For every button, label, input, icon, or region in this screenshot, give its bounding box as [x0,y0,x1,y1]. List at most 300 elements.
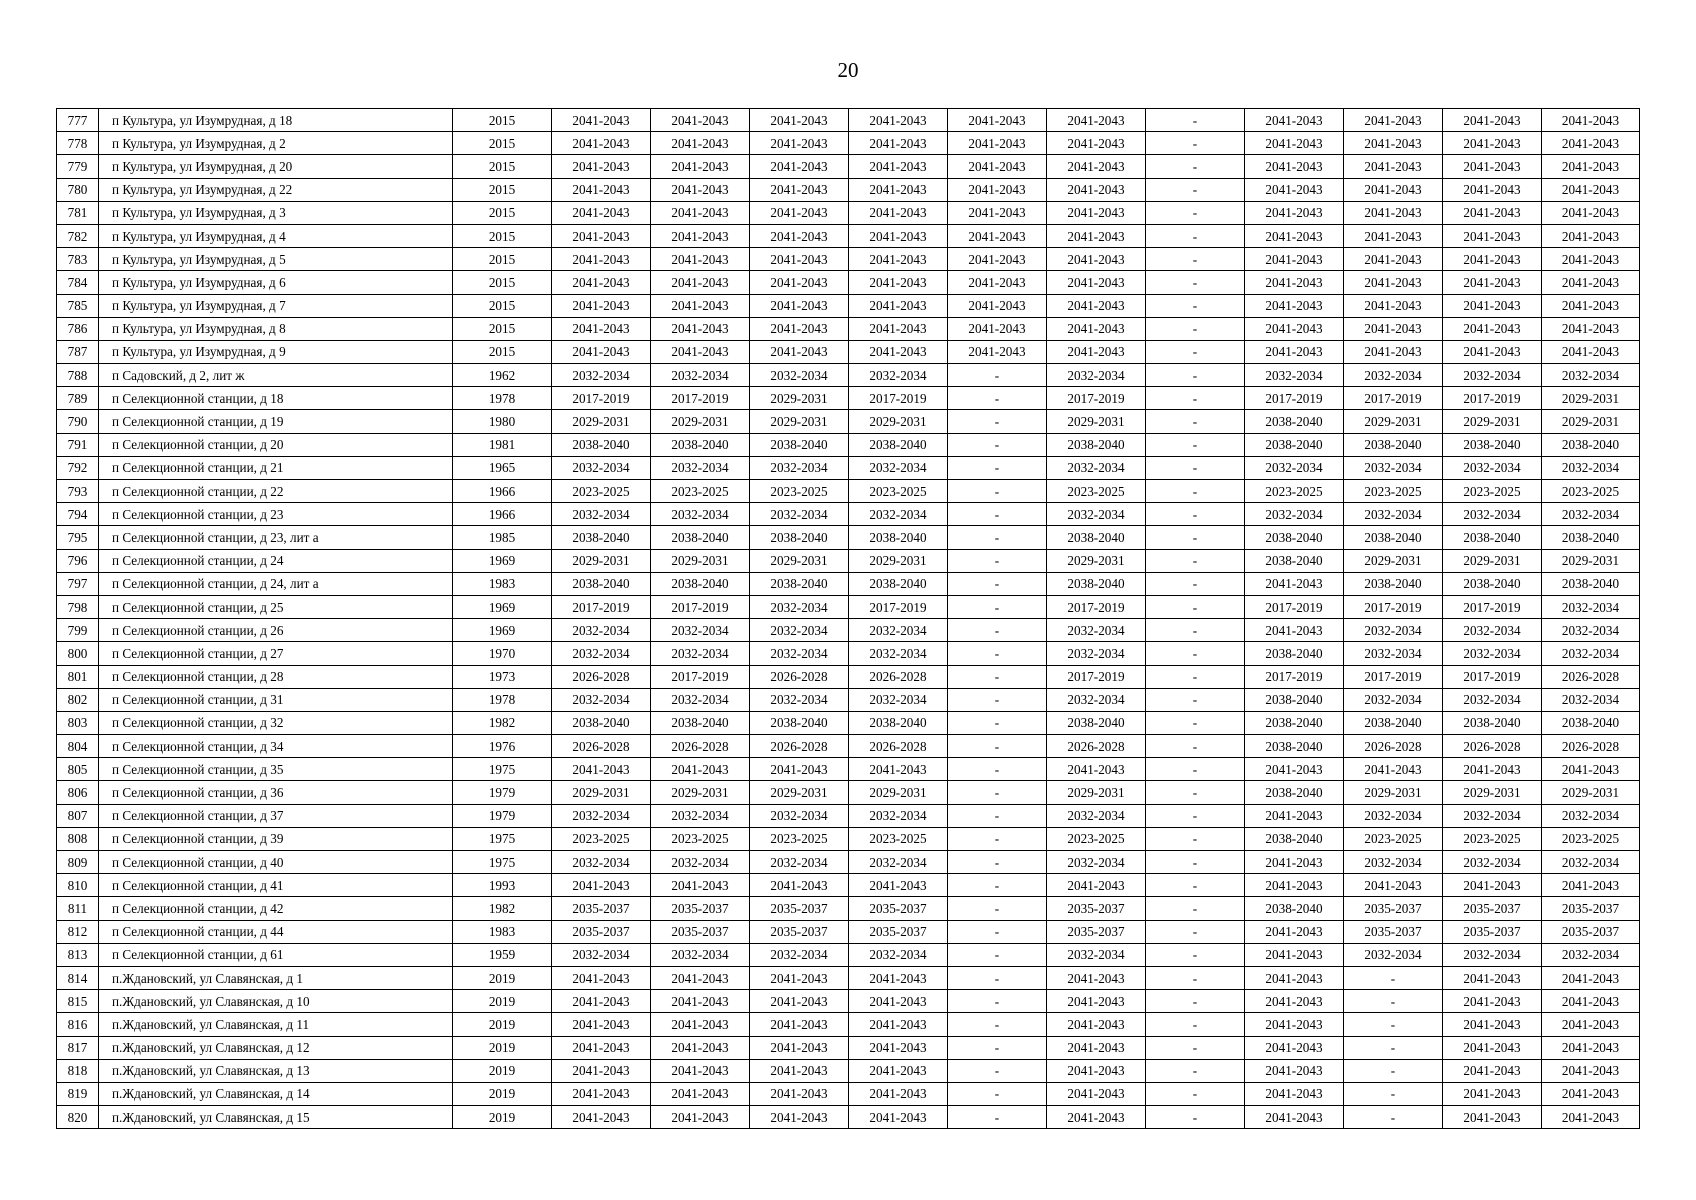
term-cell-1: 2041-2043 [552,178,651,201]
term-cell-8: 2041-2043 [1245,224,1344,247]
term-cell-9: 2029-2031 [1344,549,1443,572]
term-cell-2: 2023-2025 [651,827,750,850]
year-built-cell: 2015 [453,224,552,247]
term-cell-8: 2041-2043 [1245,294,1344,317]
term-cell-6: 2017-2019 [1047,387,1146,410]
address-cell: п.Ждановский, ул Славянская, д 11 [99,1013,453,1036]
term-cell-5: - [948,827,1047,850]
term-cell-3: 2032-2034 [750,364,849,387]
address-cell: п Садовский, д 2, лит ж [99,364,453,387]
row-number-cell: 809 [57,851,99,874]
term-cell-6: 2035-2037 [1047,920,1146,943]
term-cell-5: 2041-2043 [948,271,1047,294]
year-built-cell: 2015 [453,317,552,340]
term-cell-1: 2023-2025 [552,480,651,503]
term-cell-10: 2017-2019 [1443,595,1542,618]
term-cell-8: 2041-2043 [1245,248,1344,271]
term-cell-7: - [1146,1059,1245,1082]
term-cell-6: 2041-2043 [1047,1082,1146,1105]
term-cell-9: 2017-2019 [1344,665,1443,688]
term-cell-3: 2032-2034 [750,503,849,526]
term-cell-3: 2032-2034 [750,688,849,711]
term-cell-1: 2041-2043 [552,1036,651,1059]
term-cell-3: 2041-2043 [750,155,849,178]
term-cell-2: 2029-2031 [651,410,750,433]
term-cell-7: - [1146,781,1245,804]
term-cell-1: 2032-2034 [552,642,651,665]
row-number-cell: 792 [57,456,99,479]
term-cell-3: 2026-2028 [750,735,849,758]
term-cell-2: 2041-2043 [651,248,750,271]
year-built-cell: 1979 [453,804,552,827]
term-cell-6: 2041-2043 [1047,294,1146,317]
table-row [57,1036,1640,1059]
term-cell-8: 2032-2034 [1245,456,1344,479]
term-cell-3: 2035-2037 [750,897,849,920]
term-cell-11: 2041-2043 [1542,248,1640,271]
row-number-cell: 790 [57,410,99,433]
term-cell-8: 2038-2040 [1245,711,1344,734]
term-cell-6: 2038-2040 [1047,433,1146,456]
term-cell-10: 2041-2043 [1443,201,1542,224]
term-cell-4: 2041-2043 [849,178,948,201]
row-number-cell: 778 [57,132,99,155]
address-cell: п Селекционной станции, д 36 [99,781,453,804]
address-cell: п Культура, ул Изумрудная, д 22 [99,178,453,201]
term-cell-11: 2032-2034 [1542,364,1640,387]
term-cell-7: - [1146,340,1245,363]
term-cell-2: 2029-2031 [651,781,750,804]
term-cell-11: 2029-2031 [1542,781,1640,804]
row-number-cell: 806 [57,781,99,804]
term-cell-7: - [1146,990,1245,1013]
row-number-cell: 794 [57,503,99,526]
term-cell-9: 2032-2034 [1344,503,1443,526]
address-cell: п Селекционной станции, д 40 [99,851,453,874]
term-cell-5: - [948,966,1047,989]
term-cell-2: 2041-2043 [651,1036,750,1059]
row-number-cell: 812 [57,920,99,943]
row-number-cell: 801 [57,665,99,688]
address-cell: п Селекционной станции, д 42 [99,897,453,920]
address-cell: п Селекционной станции, д 24, лит а [99,572,453,595]
term-cell-5: 2041-2043 [948,224,1047,247]
term-cell-3: 2029-2031 [750,781,849,804]
term-cell-7: - [1146,758,1245,781]
term-cell-1: 2041-2043 [552,155,651,178]
year-built-cell: 2019 [453,966,552,989]
term-cell-11: 2029-2031 [1542,387,1640,410]
term-cell-8: 2038-2040 [1245,735,1344,758]
address-cell: п Селекционной станции, д 28 [99,665,453,688]
address-cell: п Селекционной станции, д 37 [99,804,453,827]
term-cell-5: - [948,1013,1047,1036]
term-cell-5: - [948,433,1047,456]
term-cell-4: 2035-2037 [849,920,948,943]
table-row [57,201,1640,224]
term-cell-10: 2029-2031 [1443,781,1542,804]
term-cell-3: 2032-2034 [750,804,849,827]
term-cell-4: 2038-2040 [849,711,948,734]
term-cell-2: 2041-2043 [651,109,750,132]
term-cell-7: - [1146,480,1245,503]
term-cell-9: 2041-2043 [1344,224,1443,247]
term-cell-11: 2026-2028 [1542,735,1640,758]
term-cell-10: 2038-2040 [1443,572,1542,595]
term-cell-7: - [1146,572,1245,595]
term-cell-7: - [1146,410,1245,433]
term-cell-6: 2041-2043 [1047,201,1146,224]
term-cell-5: 2041-2043 [948,109,1047,132]
term-cell-8: 2041-2043 [1245,317,1344,340]
term-cell-1: 2041-2043 [552,1082,651,1105]
term-cell-2: 2032-2034 [651,503,750,526]
year-built-cell: 2015 [453,340,552,363]
term-cell-9: 2041-2043 [1344,758,1443,781]
term-cell-1: 2029-2031 [552,549,651,572]
term-cell-9: 2029-2031 [1344,781,1443,804]
term-cell-9: 2041-2043 [1344,271,1443,294]
term-cell-10: 2041-2043 [1443,155,1542,178]
year-built-cell: 2015 [453,201,552,224]
term-cell-3: 2038-2040 [750,433,849,456]
year-built-cell: 1982 [453,711,552,734]
table-row [57,619,1640,642]
term-cell-8: 2041-2043 [1245,943,1344,966]
table-row [57,1106,1640,1129]
year-built-cell: 1966 [453,503,552,526]
term-cell-4: 2032-2034 [849,619,948,642]
address-cell: п Культура, ул Изумрудная, д 8 [99,317,453,340]
term-cell-3: 2041-2043 [750,1059,849,1082]
term-cell-8: 2041-2043 [1245,966,1344,989]
year-built-cell: 1978 [453,688,552,711]
table-row [57,990,1640,1013]
term-cell-11: 2026-2028 [1542,665,1640,688]
term-cell-1: 2041-2043 [552,1106,651,1129]
term-cell-9: 2041-2043 [1344,248,1443,271]
term-cell-5: - [948,874,1047,897]
table-row [57,781,1640,804]
address-cell: п Культура, ул Изумрудная, д 18 [99,109,453,132]
table-row [57,317,1640,340]
year-built-cell: 1982 [453,897,552,920]
term-cell-5: 2041-2043 [948,294,1047,317]
term-cell-3: 2023-2025 [750,827,849,850]
year-built-cell: 2015 [453,271,552,294]
term-cell-2: 2032-2034 [651,642,750,665]
term-cell-5: 2041-2043 [948,132,1047,155]
term-cell-7: - [1146,943,1245,966]
term-cell-11: 2032-2034 [1542,595,1640,618]
year-built-cell: 1962 [453,364,552,387]
row-number-cell: 818 [57,1059,99,1082]
term-cell-4: 2038-2040 [849,433,948,456]
term-cell-5: - [948,549,1047,572]
term-cell-6: 2032-2034 [1047,364,1146,387]
year-built-cell: 1969 [453,549,552,572]
address-cell: п Селекционной станции, д 34 [99,735,453,758]
term-cell-11: 2023-2025 [1542,827,1640,850]
term-cell-5: 2041-2043 [948,317,1047,340]
term-cell-7: - [1146,294,1245,317]
address-cell: п Культура, ул Изумрудная, д 2 [99,132,453,155]
term-cell-8: 2041-2043 [1245,1036,1344,1059]
term-cell-2: 2038-2040 [651,711,750,734]
year-built-cell: 1965 [453,456,552,479]
term-cell-5: 2041-2043 [948,178,1047,201]
term-cell-6: 2041-2043 [1047,758,1146,781]
row-number-cell: 814 [57,966,99,989]
term-cell-1: 2041-2043 [552,224,651,247]
term-cell-3: 2041-2043 [750,874,849,897]
table-row [57,248,1640,271]
term-cell-11: 2038-2040 [1542,526,1640,549]
term-cell-3: 2041-2043 [750,990,849,1013]
term-cell-3: 2041-2043 [750,340,849,363]
term-cell-6: 2032-2034 [1047,804,1146,827]
term-cell-11: 2041-2043 [1542,758,1640,781]
term-cell-5: - [948,1082,1047,1105]
term-cell-9: 2032-2034 [1344,943,1443,966]
table-row [57,920,1640,943]
row-number-cell: 800 [57,642,99,665]
term-cell-10: 2041-2043 [1443,317,1542,340]
term-cell-5: - [948,503,1047,526]
term-cell-8: 2041-2043 [1245,1106,1344,1129]
term-cell-4: 2041-2043 [849,201,948,224]
term-cell-1: 2026-2028 [552,735,651,758]
term-cell-5: - [948,897,1047,920]
row-number-cell: 789 [57,387,99,410]
term-cell-9: 2017-2019 [1344,595,1443,618]
row-number-cell: 793 [57,480,99,503]
term-cell-3: 2035-2037 [750,920,849,943]
term-cell-2: 2023-2025 [651,480,750,503]
term-cell-3: 2041-2043 [750,758,849,781]
term-cell-8: 2041-2043 [1245,758,1344,781]
term-cell-11: 2032-2034 [1542,619,1640,642]
table-row [57,688,1640,711]
term-cell-5: - [948,572,1047,595]
term-cell-11: 2032-2034 [1542,804,1640,827]
year-built-cell: 2015 [453,109,552,132]
address-cell: п Культура, ул Изумрудная, д 6 [99,271,453,294]
term-cell-3: 2032-2034 [750,943,849,966]
term-cell-9: 2035-2037 [1344,897,1443,920]
term-cell-2: 2041-2043 [651,178,750,201]
term-cell-4: 2017-2019 [849,387,948,410]
term-cell-10: 2035-2037 [1443,920,1542,943]
address-cell: п Культура, ул Изумрудная, д 7 [99,294,453,317]
term-cell-8: 2041-2043 [1245,990,1344,1013]
term-cell-8: 2041-2043 [1245,271,1344,294]
term-cell-8: 2041-2043 [1245,804,1344,827]
term-cell-6: 2023-2025 [1047,827,1146,850]
term-cell-10: 2023-2025 [1443,827,1542,850]
term-cell-4: 2032-2034 [849,688,948,711]
term-cell-1: 2041-2043 [552,966,651,989]
term-cell-4: 2023-2025 [849,480,948,503]
term-cell-6: 2032-2034 [1047,688,1146,711]
term-cell-6: 2038-2040 [1047,711,1146,734]
address-cell: п.Ждановский, ул Славянская, д 13 [99,1059,453,1082]
term-cell-4: 2041-2043 [849,132,948,155]
term-cell-11: 2029-2031 [1542,410,1640,433]
address-cell: п Селекционной станции, д 41 [99,874,453,897]
year-built-cell: 1969 [453,595,552,618]
term-cell-7: - [1146,665,1245,688]
term-cell-4: 2032-2034 [849,503,948,526]
term-cell-4: 2032-2034 [849,642,948,665]
term-cell-9: - [1344,1106,1443,1129]
address-cell: п Селекционной станции, д 26 [99,619,453,642]
term-cell-9: 2032-2034 [1344,619,1443,642]
term-cell-8: 2038-2040 [1245,526,1344,549]
term-cell-2: 2032-2034 [651,943,750,966]
term-cell-9: 2041-2043 [1344,317,1443,340]
term-cell-5: - [948,1059,1047,1082]
row-number-cell: 785 [57,294,99,317]
term-cell-6: 2041-2043 [1047,1013,1146,1036]
term-cell-9: 2041-2043 [1344,874,1443,897]
term-cell-9: 2023-2025 [1344,827,1443,850]
term-cell-4: 2032-2034 [849,851,948,874]
table-row [57,711,1640,734]
term-cell-3: 2032-2034 [750,595,849,618]
term-cell-9: 2038-2040 [1344,526,1443,549]
term-cell-5: - [948,410,1047,433]
term-cell-6: 2029-2031 [1047,549,1146,572]
year-built-cell: 2019 [453,1036,552,1059]
term-cell-10: 2038-2040 [1443,526,1542,549]
term-cell-4: 2041-2043 [849,990,948,1013]
row-number-cell: 799 [57,619,99,642]
term-cell-10: 2032-2034 [1443,456,1542,479]
term-cell-1: 2017-2019 [552,595,651,618]
term-cell-1: 2035-2037 [552,897,651,920]
row-number-cell: 784 [57,271,99,294]
term-cell-1: 2032-2034 [552,503,651,526]
table-row [57,132,1640,155]
term-cell-5: - [948,480,1047,503]
table-row [57,595,1640,618]
table-row [57,735,1640,758]
term-cell-1: 2041-2043 [552,990,651,1013]
term-cell-4: 2041-2043 [849,1106,948,1129]
term-cell-7: - [1146,248,1245,271]
term-cell-10: 2041-2043 [1443,1059,1542,1082]
term-cell-2: 2032-2034 [651,688,750,711]
term-cell-11: 2032-2034 [1542,688,1640,711]
term-cell-1: 2041-2043 [552,340,651,363]
term-cell-11: 2032-2034 [1542,456,1640,479]
term-cell-5: - [948,943,1047,966]
row-number-cell: 807 [57,804,99,827]
term-cell-2: 2026-2028 [651,735,750,758]
term-cell-7: - [1146,109,1245,132]
address-cell: п.Ждановский, ул Славянская, д 14 [99,1082,453,1105]
term-cell-4: 2041-2043 [849,248,948,271]
term-cell-7: - [1146,456,1245,479]
row-number-cell: 782 [57,224,99,247]
term-cell-5: 2041-2043 [948,340,1047,363]
term-cell-5: 2041-2043 [948,155,1047,178]
term-cell-7: - [1146,271,1245,294]
row-number-cell: 787 [57,340,99,363]
term-cell-7: - [1146,549,1245,572]
row-number-cell: 811 [57,897,99,920]
term-cell-7: - [1146,804,1245,827]
term-cell-5: - [948,595,1047,618]
term-cell-9: 2017-2019 [1344,387,1443,410]
table-row [57,109,1640,132]
term-cell-1: 2032-2034 [552,619,651,642]
term-cell-8: 2041-2043 [1245,109,1344,132]
table-row [57,410,1640,433]
term-cell-11: 2041-2043 [1542,1013,1640,1036]
term-cell-6: 2041-2043 [1047,1036,1146,1059]
address-cell: п Селекционной станции, д 21 [99,456,453,479]
table-row [57,526,1640,549]
term-cell-2: 2032-2034 [651,619,750,642]
table-row [57,874,1640,897]
term-cell-1: 2041-2043 [552,109,651,132]
term-cell-8: 2017-2019 [1245,595,1344,618]
year-built-cell: 1970 [453,642,552,665]
term-cell-4: 2041-2043 [849,155,948,178]
term-cell-2: 2032-2034 [651,456,750,479]
table-row [57,804,1640,827]
table-row [57,178,1640,201]
term-cell-11: 2038-2040 [1542,711,1640,734]
term-cell-3: 2041-2043 [750,317,849,340]
term-cell-4: 2038-2040 [849,572,948,595]
term-cell-1: 2041-2043 [552,294,651,317]
year-built-cell: 1983 [453,920,552,943]
term-cell-7: - [1146,1082,1245,1105]
term-cell-1: 2032-2034 [552,364,651,387]
term-cell-1: 2041-2043 [552,271,651,294]
term-cell-10: 2041-2043 [1443,294,1542,317]
term-cell-11: 2035-2037 [1542,897,1640,920]
term-cell-6: 2041-2043 [1047,224,1146,247]
term-cell-4: 2041-2043 [849,294,948,317]
term-cell-3: 2041-2043 [750,271,849,294]
term-cell-11: 2041-2043 [1542,132,1640,155]
term-cell-10: 2029-2031 [1443,410,1542,433]
term-cell-4: 2017-2019 [849,595,948,618]
term-cell-11: 2041-2043 [1542,340,1640,363]
term-cell-2: 2017-2019 [651,595,750,618]
term-cell-3: 2026-2028 [750,665,849,688]
term-cell-3: 2038-2040 [750,711,849,734]
year-built-cell: 2015 [453,248,552,271]
address-cell: п Культура, ул Изумрудная, д 5 [99,248,453,271]
address-cell: п Селекционной станции, д 23 [99,503,453,526]
address-cell: п Селекционной станции, д 25 [99,595,453,618]
row-number-cell: 781 [57,201,99,224]
term-cell-11: 2035-2037 [1542,920,1640,943]
table-row [57,642,1640,665]
address-cell: п Культура, ул Изумрудная, д 4 [99,224,453,247]
term-cell-9: 2038-2040 [1344,433,1443,456]
term-cell-11: 2041-2043 [1542,1036,1640,1059]
term-cell-9: - [1344,966,1443,989]
term-cell-9: 2041-2043 [1344,178,1443,201]
term-cell-6: 2035-2037 [1047,897,1146,920]
term-cell-7: - [1146,1036,1245,1059]
